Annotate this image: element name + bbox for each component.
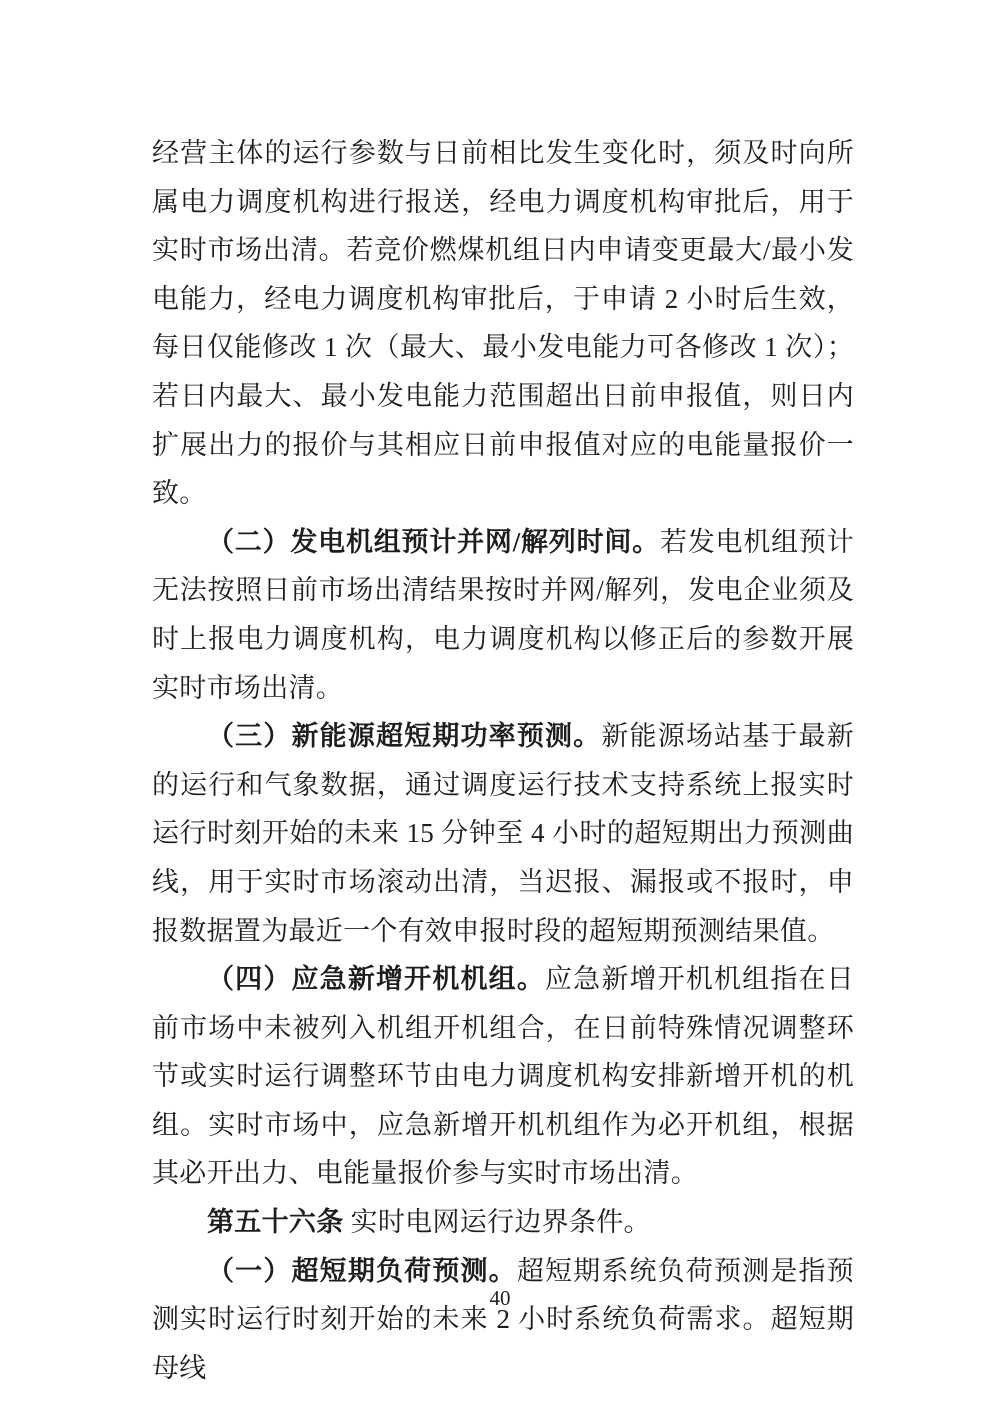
paragraph <box>152 129 854 518</box>
paragraph-body-text: 若发电机组预计无法按照日前市场出清结果按时并网/解列，发电企业须及时上报电力调度机构，电力调度机构以修正后的参数开展实时市场出清。 <box>152 526 854 703</box>
paragraph <box>152 518 854 712</box>
paragraph-body-text: 经营主体的运行参数与日前相比发生变化时，须及时向所属电力调度机构进行报送，经电力调度机构审批后，用于实时市场出清。若竞价燃煤机组日内申请变更最大/最小发电能力，经电力调度机构审批后，于申请 2 小时后生效，每日仅能修改 1 次（最大、最小发电能力可各修改 1 次）；若日内最大、最小发电能力范围超出日前申报值，则日内扩展出力的报价与其相应日前申报值对应的电能量报价一致。 <box>152 138 854 509</box>
paragraph <box>152 712 854 955</box>
document-body <box>152 129 854 1392</box>
paragraph <box>152 955 854 1198</box>
paragraph <box>152 1247 854 1393</box>
paragraph-body-text: 应急新增开机机组指在日前市场中未被列入机组开机组合，在日前特殊情况调整环节或实时运行调整环节由电力调度机构安排新增开机的机组。实时市场中，应急新增开机机组作为必开机组，根据其必开出力、电能量报价参与实时市场出清。 <box>152 964 854 1189</box>
paragraph <box>152 1198 854 1247</box>
paragraph-heading-text: 第五十六条 <box>207 1207 344 1238</box>
paragraph-body-text: 超短期系统负荷预测是指预测实时运行时刻开始的未来 2 小时系统负荷需求。超短期母线 <box>152 1255 854 1383</box>
paragraph-heading-text: （三）新能源超短期功率预测。 <box>207 721 602 752</box>
paragraph-heading-text: （四）应急新增开机机组。 <box>207 964 546 995</box>
paragraph-heading-text: （二）发电机组预计并网/解列时间。 <box>207 526 660 557</box>
paragraph-heading-text: （一）超短期负荷预测。 <box>207 1255 517 1286</box>
page-number: 40 <box>489 1286 511 1310</box>
paragraph-body-text: 实时电网运行边界条件。 <box>343 1207 651 1238</box>
paragraph-body-text: 新能源场站基于最新的运行和气象数据，通过调度运行技术支持系统上报实时运行时刻开始的未来 15 分钟至 4 小时的超短期出力预测曲线，用于实时市场滚动出清，当迟报、漏报或不报时，申报数据置为最近一个有效申报时段的超短期预测结果值。 <box>152 721 855 946</box>
